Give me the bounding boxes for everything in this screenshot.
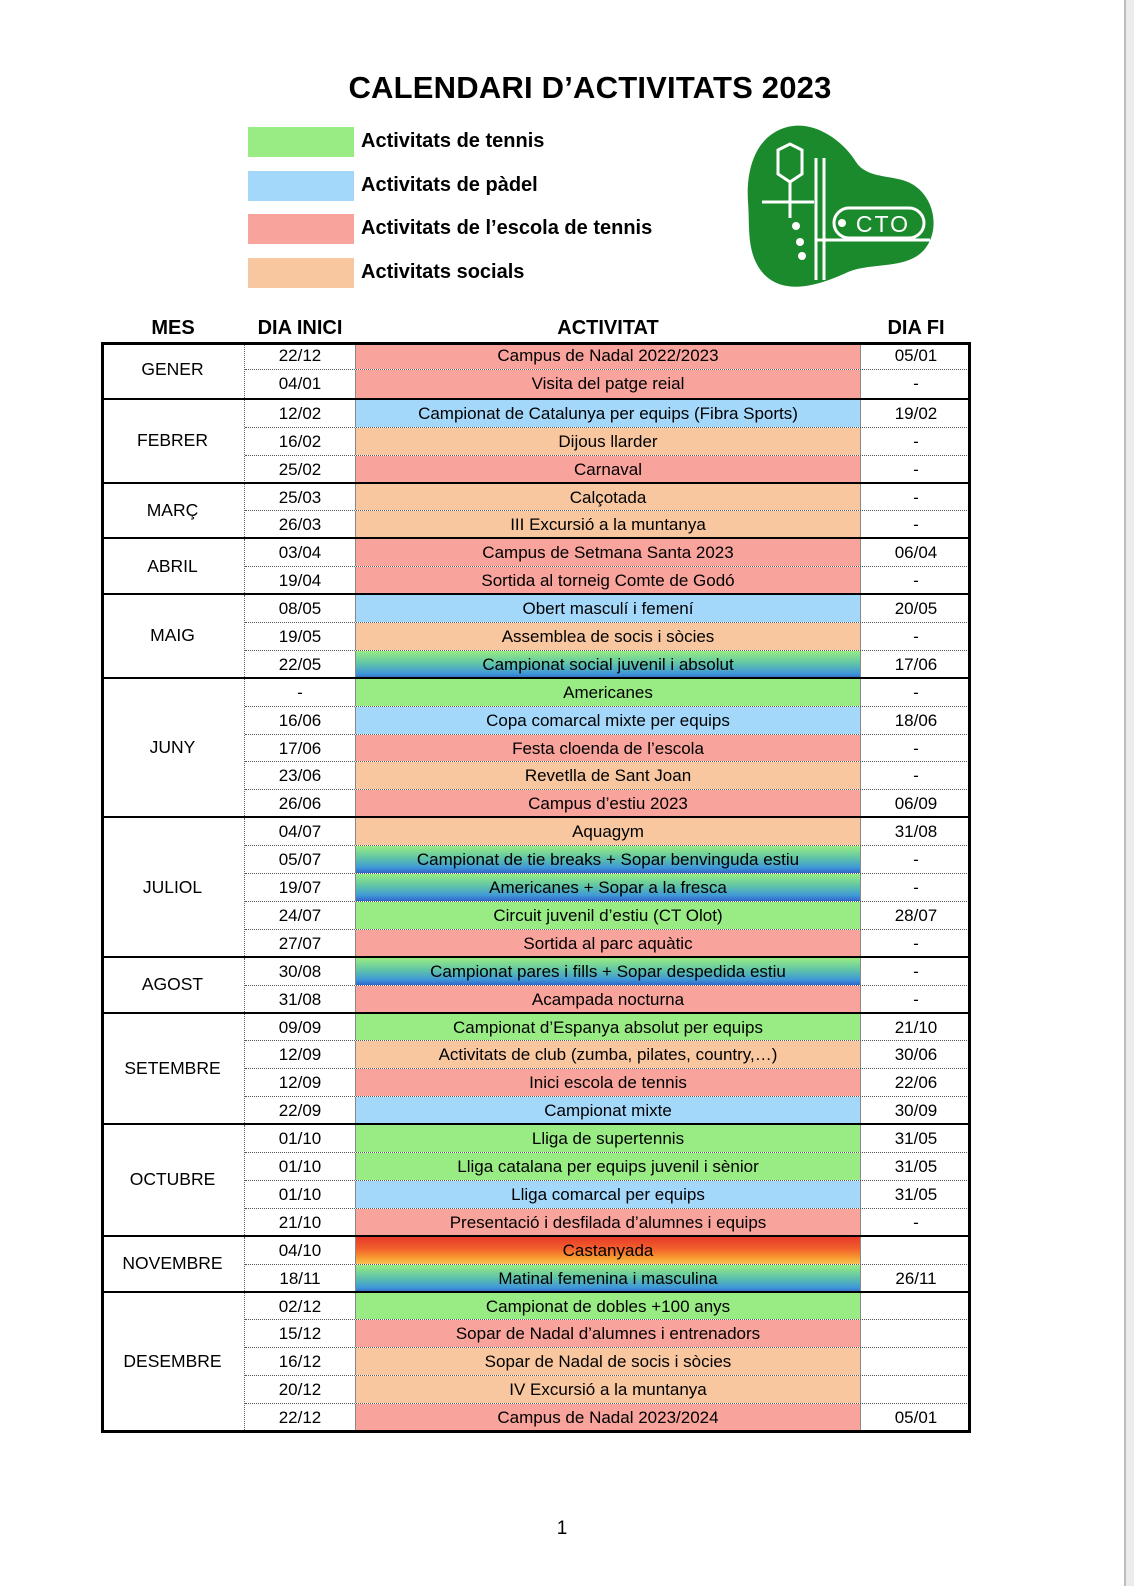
- month-name: JUNY: [101, 679, 245, 817]
- table-row: [245, 1041, 971, 1069]
- page-number: 1: [556, 1518, 568, 1539]
- table-row: [245, 1376, 971, 1404]
- table-row: [245, 790, 971, 818]
- table-row: [245, 818, 971, 846]
- start-date: 26/03: [278, 515, 322, 535]
- activity-name: Campus d’estiu 2023: [355, 790, 861, 818]
- activity-name: Assemblea de socis i sòcies: [355, 623, 861, 650]
- activity-name: Dijous llarder: [355, 428, 861, 455]
- legend-label: Activitats socials: [361, 260, 525, 283]
- activity-name: Circuit juvenil d’estiu (CT Olot): [355, 902, 861, 929]
- month-name: MARÇ: [101, 484, 245, 538]
- activity-name: Carnaval: [355, 456, 861, 484]
- table-row: [245, 1348, 971, 1376]
- activity-name: Copa comarcal mixte per equips: [355, 707, 861, 734]
- logo-text: CTO: [855, 211, 911, 237]
- activity-name: IV Excursió a la muntanya: [355, 1376, 861, 1403]
- end-date: 06/04: [894, 543, 938, 563]
- month-group: [101, 1235, 971, 1291]
- month-group: [101, 398, 971, 482]
- month-group: [101, 537, 971, 593]
- start-date: 01/10: [278, 1184, 322, 1204]
- activity-name: Americanes + Sopar a la fresca: [355, 874, 861, 901]
- end-date: 30/09: [894, 1101, 938, 1121]
- activity-name: Campionat pares i fills + Sopar despedida estiu: [355, 958, 861, 985]
- end-date: -: [913, 738, 919, 758]
- end-date: -: [913, 682, 919, 702]
- table-row: [245, 846, 971, 874]
- end-date: 06/09: [894, 794, 938, 814]
- end-date: -: [913, 373, 919, 393]
- month-name: DESEMBRE: [101, 1293, 245, 1431]
- activity-name: Castanyada: [355, 1237, 861, 1264]
- table-row: [245, 1069, 971, 1097]
- legend-swatch: [248, 171, 354, 201]
- end-date: -: [913, 431, 919, 451]
- table-row: [245, 595, 971, 623]
- start-date: 22/05: [278, 654, 322, 674]
- activity-name: Sopar de Nadal d’alumnes i entrenadors: [355, 1320, 861, 1347]
- table-row: [245, 342, 971, 370]
- end-date: -: [913, 989, 919, 1009]
- cto-logo: [744, 122, 938, 292]
- month-group: [101, 816, 971, 956]
- start-date: 20/12: [278, 1380, 322, 1400]
- month-name: GENER: [101, 342, 245, 398]
- table-row: [245, 1404, 971, 1432]
- activity-name: Revetlla de Sant Joan: [355, 762, 861, 789]
- header-dia-inici: DIA INICI: [257, 317, 343, 339]
- end-date: 17/06: [894, 654, 938, 674]
- start-date: 04/01: [278, 373, 322, 393]
- table-row: [245, 1237, 971, 1265]
- start-date: 04/10: [278, 1240, 322, 1260]
- page-title: CALENDARI D’ACTIVITATS 2023: [348, 70, 832, 105]
- start-date: 16/06: [278, 710, 322, 730]
- month-name: NOVEMBRE: [101, 1237, 245, 1291]
- start-date: 31/08: [278, 989, 322, 1009]
- table-row: [245, 1265, 971, 1293]
- table-row: [245, 370, 971, 398]
- end-date: 21/10: [894, 1017, 938, 1037]
- legend-swatch: [248, 258, 354, 288]
- month-group: [101, 342, 971, 398]
- table-row: [245, 651, 971, 679]
- start-date: 30/08: [278, 961, 322, 981]
- activity-name: Presentació i desfilada d’alumnes i equips: [355, 1209, 861, 1237]
- table-row: [245, 400, 971, 428]
- month-name: JULIOL: [101, 818, 245, 956]
- activity-name: Sopar de Nadal de socis i sòcies: [355, 1348, 861, 1375]
- header-mes: MES: [151, 317, 195, 339]
- start-date: 12/09: [278, 1073, 322, 1093]
- start-date: 22/09: [278, 1101, 322, 1121]
- activity-name: Campionat de Catalunya per equips (Fibra Sports): [355, 400, 861, 427]
- end-date: 18/06: [894, 710, 938, 730]
- activity-name: Lliga comarcal per equips: [355, 1181, 861, 1208]
- activity-name: Campionat mixte: [355, 1097, 861, 1125]
- end-date: 31/05: [894, 1157, 938, 1177]
- month-name: SETEMBRE: [101, 1014, 245, 1124]
- activity-name: Campus de Nadal 2023/2024: [355, 1404, 861, 1432]
- month-group: [101, 677, 971, 817]
- end-date: [861, 1376, 971, 1403]
- end-date: -: [913, 626, 919, 646]
- start-date: 09/09: [278, 1017, 322, 1037]
- end-date: 30/06: [894, 1045, 938, 1065]
- table-row: [245, 735, 971, 763]
- table-row: [245, 902, 971, 930]
- month-group: [101, 1012, 971, 1124]
- start-date: 08/05: [278, 599, 322, 619]
- month-name: MAIG: [101, 595, 245, 677]
- end-date: -: [913, 459, 919, 479]
- header-dia-fi: DIA FI: [887, 317, 945, 339]
- table-row: [245, 1181, 971, 1209]
- end-date: -: [913, 515, 919, 535]
- activity-name: Lliga catalana per equips juvenil i sènior: [355, 1153, 861, 1180]
- end-date: -: [913, 571, 919, 591]
- table-row: [245, 679, 971, 707]
- activity-name: Lliga de supertennis: [355, 1125, 861, 1152]
- table-row: [245, 707, 971, 735]
- activity-name: Campionat d’Espanya absolut per equips: [355, 1014, 861, 1041]
- start-date: 18/11: [279, 1268, 321, 1288]
- start-date: 12/09: [278, 1045, 322, 1065]
- table-row: [245, 958, 971, 986]
- month-group: [101, 1291, 971, 1431]
- start-date: 25/03: [278, 487, 322, 507]
- legend-swatch: [248, 127, 354, 157]
- table-row: [245, 1320, 971, 1348]
- table-row: [245, 623, 971, 651]
- month-name: ABRIL: [101, 539, 245, 593]
- header-activitat: ACTIVITAT: [557, 317, 659, 339]
- month-group: [101, 1123, 971, 1235]
- activity-name: Acampada nocturna: [355, 986, 861, 1014]
- table-row: [245, 1153, 971, 1181]
- end-date: [861, 1348, 971, 1375]
- table-row: [245, 1209, 971, 1237]
- end-date: [861, 1293, 971, 1320]
- month-group: [101, 482, 971, 538]
- end-date: 19/02: [894, 403, 938, 423]
- activity-name: Inici escola de tennis: [355, 1069, 861, 1096]
- legend-label: Activitats de pàdel: [361, 173, 538, 196]
- end-date: 26/11: [895, 1268, 937, 1288]
- table-row: [245, 428, 971, 456]
- table-row: [245, 1125, 971, 1153]
- end-date: 05/01: [894, 346, 938, 365]
- table-row: [245, 456, 971, 484]
- table-row: [245, 1014, 971, 1042]
- end-date: 22/06: [894, 1073, 938, 1093]
- start-date: 17/06: [278, 738, 322, 758]
- legend-swatch: [248, 214, 354, 244]
- end-date: -: [913, 1212, 919, 1232]
- end-date: -: [913, 878, 919, 898]
- start-date: 19/07: [278, 878, 322, 898]
- table-row: [245, 484, 971, 512]
- end-date: -: [913, 487, 919, 507]
- activity-name: Visita del patge reial: [355, 370, 861, 398]
- logo-blob: [748, 126, 934, 287]
- month-name: FEBRER: [101, 400, 245, 482]
- start-date: 27/07: [278, 933, 322, 953]
- month-name: OCTUBRE: [101, 1125, 245, 1235]
- activity-name: III Excursió a la muntanya: [355, 511, 861, 539]
- start-date: 19/04: [278, 571, 322, 591]
- activity-name: Campionat de dobles +100 anys: [355, 1293, 861, 1320]
- activity-name: Matinal femenina i masculina: [355, 1265, 861, 1293]
- activity-name: Festa cloenda de l’escola: [355, 735, 861, 762]
- table-row: [245, 1293, 971, 1321]
- legend-label: Activitats de tennis: [361, 130, 545, 152]
- activity-name: Sortida al parc aquàtic: [355, 930, 861, 958]
- end-date: [861, 1320, 971, 1347]
- month-group: [101, 593, 971, 677]
- end-date: -: [913, 766, 919, 786]
- table-row: [245, 986, 971, 1014]
- start-date: 12/02: [278, 403, 322, 423]
- start-date: -: [297, 682, 303, 702]
- end-date: 31/08: [894, 822, 938, 842]
- end-date: [861, 1237, 971, 1264]
- start-date: 25/02: [278, 459, 322, 479]
- start-date: 15/12: [278, 1324, 322, 1344]
- activity-name: Sortida al torneig Comte de Godó: [355, 567, 861, 595]
- start-date: 22/12: [278, 346, 322, 365]
- start-date: 23/06: [278, 766, 322, 786]
- end-date: 20/05: [894, 599, 938, 619]
- activity-name: Americanes: [355, 679, 861, 706]
- end-date: 31/05: [894, 1129, 938, 1149]
- start-date: 03/04: [278, 543, 322, 563]
- table-row: [245, 874, 971, 902]
- activity-name: Calçotada: [355, 484, 861, 511]
- start-date: 26/06: [278, 794, 322, 814]
- legend-label: Activitats de l’escola de tennis: [361, 217, 653, 239]
- activity-name: Campus de Nadal 2022/2023: [355, 342, 861, 369]
- table-row: [245, 511, 971, 539]
- start-date: 16/12: [278, 1352, 322, 1372]
- start-date: 22/12: [278, 1408, 322, 1428]
- end-date: 28/07: [894, 905, 938, 925]
- table-row: [245, 567, 971, 595]
- month-name: AGOST: [101, 958, 245, 1012]
- start-date: 21/10: [278, 1212, 322, 1232]
- page-edge: [1124, 0, 1126, 1586]
- end-date: -: [913, 933, 919, 953]
- activity-name: Aquagym: [355, 818, 861, 845]
- month-group: [101, 956, 971, 1012]
- start-date: 16/02: [278, 431, 322, 451]
- start-date: 05/07: [278, 850, 322, 870]
- start-date: 04/07: [278, 822, 322, 842]
- start-date: 02/12: [278, 1296, 322, 1316]
- start-date: 24/07: [278, 905, 322, 925]
- activity-name: Campionat social juvenil i absolut: [355, 651, 861, 679]
- calendar-table: [101, 342, 971, 1433]
- end-date: -: [913, 850, 919, 870]
- start-date: 19/05: [278, 626, 322, 646]
- activity-name: Activitats de club (zumba, pilates, country,…): [355, 1041, 861, 1068]
- end-date: 05/01: [894, 1408, 938, 1428]
- start-date: 01/10: [278, 1157, 322, 1177]
- table-row: [245, 930, 971, 958]
- table-row: [245, 539, 971, 567]
- table-row: [245, 762, 971, 790]
- activity-name: Obert masculí i femení: [355, 595, 861, 622]
- activity-name: Campus de Setmana Santa 2023: [355, 539, 861, 566]
- table-row: [245, 1097, 971, 1125]
- end-date: -: [913, 961, 919, 981]
- end-date: 31/05: [894, 1184, 938, 1204]
- activity-name: Campionat de tie breaks + Sopar benvinguda estiu: [355, 846, 861, 873]
- start-date: 01/10: [278, 1129, 322, 1149]
